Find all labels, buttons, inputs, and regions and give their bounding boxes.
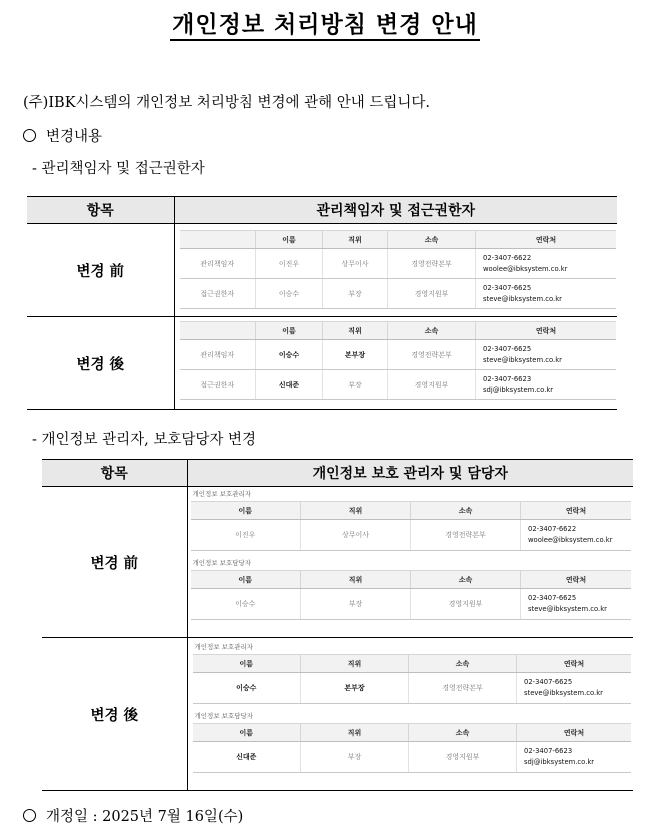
col-name: 이름 — [193, 724, 301, 742]
col-position: 직위 — [301, 571, 411, 589]
cell-position: 본부장 — [323, 340, 388, 370]
table-privacy-officers — [42, 459, 633, 791]
col-position: 직위 — [323, 231, 388, 249]
contact-email: woolee@ibksystem.co.kr — [528, 536, 613, 544]
cell-department: 경영전략본부 — [409, 673, 517, 704]
col-department: 소속 — [409, 724, 517, 742]
col-contact: 연락처 — [476, 322, 617, 340]
col-department: 소속 — [409, 655, 517, 673]
document-title: 개인정보 처리방침 변경 안내 — [170, 11, 480, 41]
table-row — [180, 370, 617, 400]
table-manager-access — [27, 196, 617, 410]
col-contact: 연락처 — [517, 655, 632, 673]
cell-role: 관리책임자 — [180, 249, 256, 279]
cell-position: 상무이사 — [323, 249, 388, 279]
cell-position: 부장 — [301, 742, 409, 773]
contact-phone: 02-3407-6623 — [524, 747, 573, 755]
table-row — [193, 742, 632, 773]
document-title-wrap — [0, 6, 650, 39]
contact-email: steve@ibksystem.co.kr — [483, 355, 562, 364]
change-section-label: 변경내용 — [46, 129, 103, 145]
contact-phone: 02-3407-6625 — [524, 678, 573, 686]
cell-contact — [517, 742, 632, 773]
table2-before-officer — [191, 570, 632, 620]
cell-contact — [476, 370, 617, 400]
cell-name: 이진우 — [256, 249, 323, 279]
cell-department: 경영전략본부 — [411, 520, 521, 551]
cell-contact — [476, 249, 617, 279]
cell-department: 경영전략본부 — [388, 249, 476, 279]
cell-position: 부장 — [323, 279, 388, 309]
subsection-1-title: - 관리책임자 및 접근권한자 — [32, 161, 205, 177]
col-name: 이름 — [256, 231, 323, 249]
col-department: 소속 — [388, 322, 476, 340]
table1-after-label: 변경 後 — [27, 317, 174, 410]
cell-department: 경영전략본부 — [388, 340, 476, 370]
effective-date: 개정일 : 2025년 7월 16일(수) — [46, 809, 244, 825]
caption-privacy-officer: 개인정보 보호담당자 — [192, 559, 252, 567]
cell-department: 경영지원부 — [388, 370, 476, 400]
col-contact: 연락처 — [521, 571, 632, 589]
table1-head-item: 항목 — [27, 197, 174, 224]
cell-position: 부장 — [323, 370, 388, 400]
contact-email: woolee@ibksystem.co.kr — [483, 264, 568, 273]
contact-email: steve@ibksystem.co.kr — [483, 294, 562, 303]
table1-before-inner — [180, 230, 617, 309]
contact-phone: 02-3407-6622 — [483, 253, 532, 262]
table-row — [180, 279, 617, 309]
table2-after-manager — [193, 654, 632, 704]
table1-head-content: 관리책임자 및 접근권한자 — [174, 197, 617, 224]
cell-role: 접근권한자 — [180, 370, 256, 400]
contact-email: sdj@ibksystem.co.kr — [524, 758, 595, 766]
contact-phone: 02-3407-6622 — [528, 525, 577, 533]
table1-after-inner — [180, 321, 617, 400]
change-section-heading — [23, 125, 102, 146]
cell-name: 신대준 — [256, 370, 323, 400]
subsection-2-title: - 개인정보 관리자, 보호담당자 변경 — [32, 432, 257, 448]
contact-phone: 02-3407-6623 — [483, 374, 532, 383]
col-position: 직위 — [301, 655, 409, 673]
col-role — [180, 322, 256, 340]
cell-position: 상무이사 — [301, 520, 411, 551]
col-position: 직위 — [301, 502, 411, 520]
contact-email: steve@ibksystem.co.kr — [524, 689, 603, 697]
cell-name: 이승수 — [256, 340, 323, 370]
col-name: 이름 — [191, 502, 301, 520]
caption-privacy-manager: 개인정보 보호관리자 — [192, 490, 252, 498]
col-name: 이름 — [256, 322, 323, 340]
contact-phone: 02-3407-6625 — [528, 594, 577, 602]
table2-head-content: 개인정보 보호 관리자 및 담당자 — [187, 460, 633, 487]
table2-after-content — [187, 638, 633, 791]
table1-after-content — [174, 317, 617, 410]
table-row — [180, 340, 617, 370]
caption-privacy-officer: 개인정보 보호담당자 — [194, 712, 254, 720]
effective-date-line — [23, 805, 243, 826]
col-department: 소속 — [388, 231, 476, 249]
circle-bullet-icon — [23, 809, 36, 822]
cell-position: 부장 — [301, 589, 411, 620]
col-contact: 연락처 — [521, 502, 632, 520]
table1-before-content — [174, 224, 617, 317]
col-contact: 연락처 — [476, 231, 617, 249]
col-contact: 연락처 — [517, 724, 632, 742]
cell-name: 이승수 — [193, 673, 301, 704]
col-name: 이름 — [193, 655, 301, 673]
table2-before-manager — [191, 501, 632, 551]
table-row — [191, 520, 632, 551]
cell-name: 이진우 — [191, 520, 301, 551]
contact-phone: 02-3407-6625 — [483, 344, 532, 353]
contact-email: steve@ibksystem.co.kr — [528, 605, 607, 613]
cell-name: 신대준 — [193, 742, 301, 773]
cell-name: 이승수 — [191, 589, 301, 620]
col-department: 소속 — [411, 571, 521, 589]
table2-after-officer — [193, 723, 632, 773]
cell-position: 본부장 — [301, 673, 409, 704]
cell-contact — [521, 520, 632, 551]
table1-before-label: 변경 前 — [27, 224, 174, 317]
table-row — [180, 249, 617, 279]
table-row — [191, 589, 632, 620]
col-role — [180, 231, 256, 249]
col-position: 직위 — [301, 724, 409, 742]
caption-privacy-manager: 개인정보 보호관리자 — [194, 643, 254, 651]
table2-after-label: 변경 後 — [42, 638, 187, 791]
circle-bullet-icon — [23, 129, 36, 142]
cell-department: 경영지원부 — [411, 589, 521, 620]
col-name: 이름 — [191, 571, 301, 589]
col-position: 직위 — [323, 322, 388, 340]
cell-contact — [521, 589, 632, 620]
table2-before-label: 변경 前 — [42, 487, 187, 638]
cell-department: 경영지원부 — [388, 279, 476, 309]
intro-text: (주)IBK시스템의 개인정보 처리방침 변경에 관해 안내 드립니다. — [23, 95, 430, 111]
table2-head-item: 항목 — [42, 460, 187, 487]
cell-role: 접근권한자 — [180, 279, 256, 309]
contact-email: sdj@ibksystem.co.kr — [483, 385, 554, 394]
cell-contact — [476, 340, 617, 370]
contact-phone: 02-3407-6625 — [483, 283, 532, 292]
cell-department: 경영지원부 — [409, 742, 517, 773]
col-department: 소속 — [411, 502, 521, 520]
cell-role: 관리책임자 — [180, 340, 256, 370]
cell-name: 이승수 — [256, 279, 323, 309]
cell-contact — [476, 279, 617, 309]
cell-contact — [517, 673, 632, 704]
table-row — [193, 673, 632, 704]
table2-before-content — [187, 487, 633, 638]
